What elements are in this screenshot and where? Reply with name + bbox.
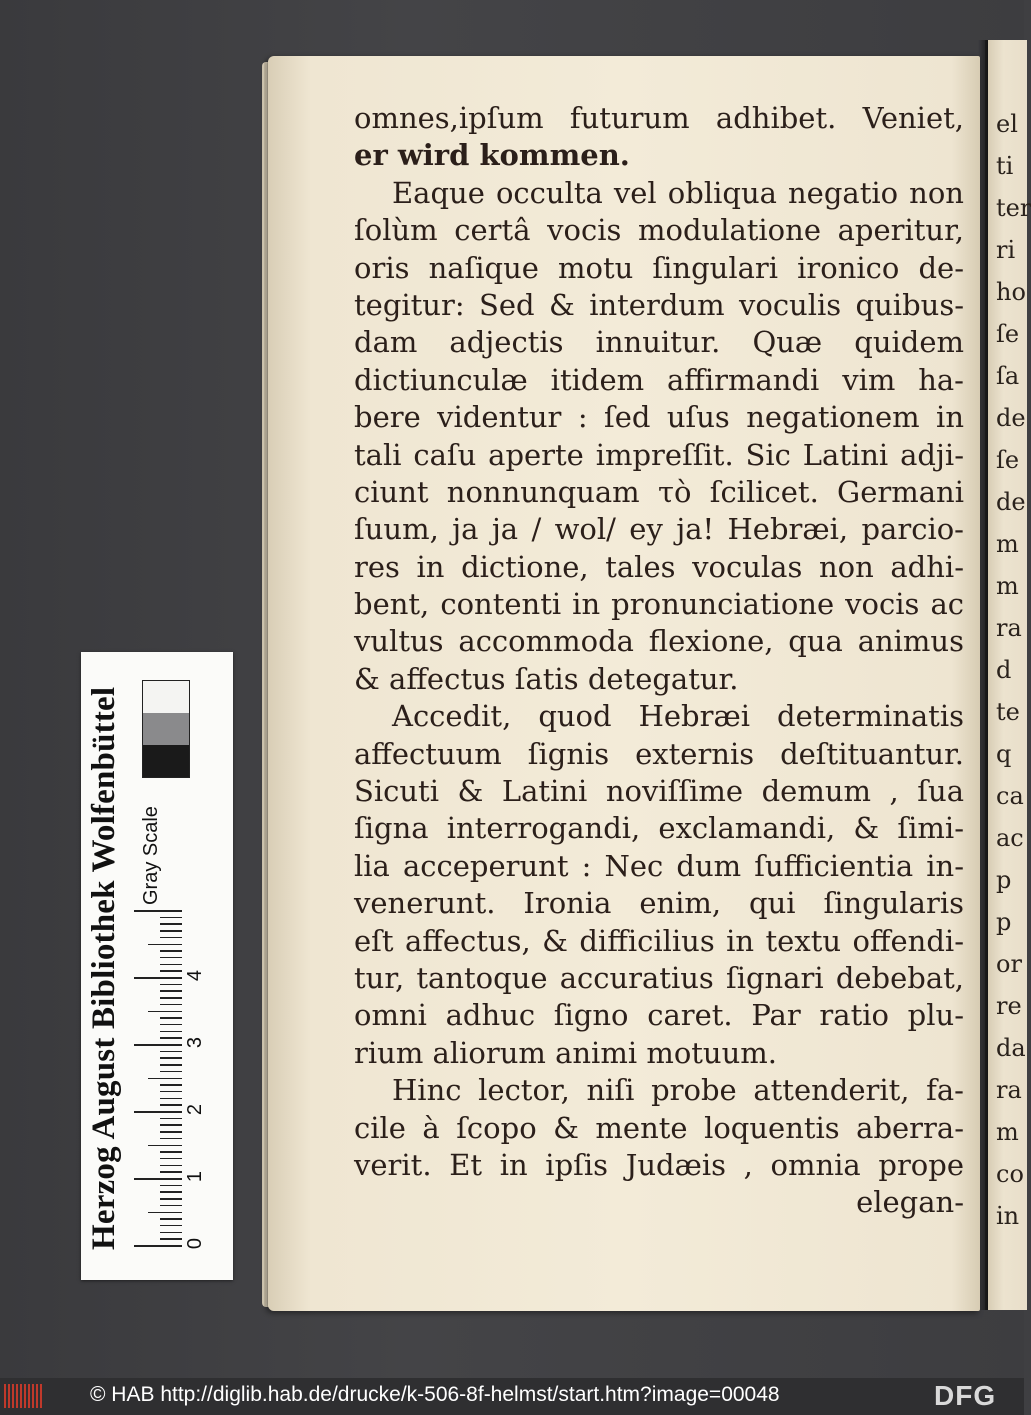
ruler-tick [148,944,182,946]
text-line: tur, tantoque accuratius ſignari debebat, [354,960,964,995]
next-page-fragment: ti [996,152,1014,180]
text-line: dictiunculæ itidem affirmandi vim ha- [354,362,964,397]
next-page-fragment: co [996,1160,1024,1188]
text-line: elegan- [856,1185,964,1220]
ruler-tick [160,1198,182,1200]
ruler-tick [148,1145,182,1147]
ruler-tick [160,1225,182,1227]
ruler-tick [160,950,182,952]
text-line: affectuum ſignis externis deſtituantur. [354,736,964,771]
gray-swatch [143,681,189,713]
ruler-tick [134,977,182,979]
ruler-tick [160,1071,182,1073]
ruler-tick [160,1131,182,1133]
ruler-number: 0 [184,1237,207,1250]
ruler-tick [160,930,182,932]
ruler-tick [160,1171,182,1173]
ruler-tick [160,1124,182,1126]
next-page-fragment: ac [996,824,1024,852]
text-line: ſolùm certâ vocis modulatione aperitur, [354,213,964,248]
ruler-tick [148,1212,182,1214]
next-page-fragment: da [996,1034,1026,1062]
dfg-logo: DFG [934,1380,997,1411]
next-page-fragment: ſe [996,446,1020,474]
next-page-fragment: ſa [996,362,1020,390]
ruler-tick [160,1104,182,1106]
ruler-ticks [132,910,182,1255]
ruler-tick [160,1098,182,1100]
next-page-fragment: de [996,404,1026,432]
ruler-tick [160,1118,182,1120]
text-line: omni adhuc ſigno caret. Par ratio plu- [354,998,964,1033]
next-page-fragment: ri [996,236,1016,264]
text-line: omnes,ipſum futurum adhibet. Veniet, [354,101,964,135]
ruler-tick [160,1051,182,1053]
next-page-fragment: q [996,740,1012,768]
next-page-fragment: te [996,698,1020,726]
text-line: bent, contenti in pronunciatione vocis ac [354,587,964,622]
ruler-tick [160,964,182,966]
ruler-tick [160,1024,182,1026]
text-line: oris naſique motu ſingulari ironico de- [354,250,964,285]
ruler-tick [160,1185,182,1187]
text-line: & affectus ſatis detegatur. [354,661,739,696]
gray-swatch [143,745,189,777]
ruler-tick [160,957,182,959]
ruler-tick [134,1111,182,1113]
next-page-fragment: ſe [996,320,1020,348]
ruler-tick [148,1078,182,1080]
ruler-tick [160,1091,182,1093]
text-line: verit. Et in ipſis Judæis , omnia prope [354,1147,964,1182]
text-line: ſigna interrogandi, exclamandi, & ſimi- [354,811,964,846]
ruler-tick [160,1084,182,1086]
ruler-title: Herzog August Bibliothek Wolfenbüttel [86,686,122,1250]
text-line: res in dictione, tales voculas non adhi- [354,549,964,584]
text-line: dam adjectis innuitur. Quæ quidem [354,325,964,360]
footer-copyright-url[interactable]: © HAB http://diglib.hab.de/drucke/k-506-8f-helmst/start.htm?image=00048 [90,1383,780,1406]
next-page-fragment: ca [996,782,1024,810]
ruler-tick [160,937,182,939]
ruler-tick [160,1205,182,1207]
hab-barcode-logo-icon [4,1384,48,1410]
text-line: vultus accommoda flexione, qua animus [354,624,964,659]
ruler-tick [160,997,182,999]
next-page-fragment: p [996,908,1012,936]
ruler-number: 3 [184,1036,207,1049]
text-line: tali caſu aperte impreſſit. Sic Latini adji- [354,437,964,472]
text-line: eſt affectus, & difficilius in textu offendi- [354,923,964,958]
text-line: ciunt nonnunquam τὸ ſcilicet. Germani [354,474,964,509]
ruler-tick [160,970,182,972]
text-line: Eaque occulta vel obliqua negatio non [392,175,964,210]
ruler-tick [160,984,182,986]
ruler-number: 2 [184,1103,207,1116]
next-page-fragment: ra [996,1076,1022,1104]
ruler-tick [160,917,182,919]
text-line: er wird kommen. [354,138,630,173]
ruler-tick [160,1031,182,1033]
footer-bar [0,1378,1024,1415]
text-line: tegitur: Sed & interdum voculis quibus- [354,287,964,322]
ruler-tick [134,1044,182,1046]
next-page-fragment: d [996,656,1012,684]
ruler-tick [134,1245,182,1247]
next-page-fragment: or [996,950,1022,978]
ruler-number: 1 [184,1170,207,1183]
next-page-fragment: in [996,1202,1020,1230]
text-line: Accedit, quod Hebræi determinatis [392,699,964,734]
text-line: venerunt. Ironia enim, qui ſingularis [354,886,964,921]
gray-swatches [142,680,190,778]
next-page-fragment: ra [996,614,1022,642]
text-line: Sicuti & Latini noviſſime demum , ſua [354,774,964,809]
text-line: bere videntur : ſed uſus negationem in [354,400,964,435]
ruler-tick [160,1004,182,1006]
next-page-fragment: m [996,1118,1019,1146]
next-page-edge [985,40,1031,1310]
ruler-tick [160,1191,182,1193]
next-page-fragment: el [996,110,1018,138]
ruler-tick [160,923,182,925]
ruler-tick [160,1057,182,1059]
ruler-tick [160,1138,182,1140]
next-page-fragment: de [996,488,1026,516]
next-page-fragment: m [996,530,1019,558]
next-page-fragment: re [996,992,1022,1020]
ruler-tick [160,1232,182,1234]
gray-swatch [143,713,189,745]
next-page-fragment: ho [996,278,1026,306]
ruler-tick [148,1011,182,1013]
text-line: cile à ſcopo & mente loquentis aberra- [354,1110,964,1145]
ruler-tick [160,1037,182,1039]
next-page-fragment: ter [996,194,1031,222]
ruler-tick [160,1218,182,1220]
ruler-tick [160,990,182,992]
page-text [354,100,964,1222]
next-page-fragment: m [996,572,1019,600]
ruler-number: 4 [184,969,207,982]
ruler-tick [160,1238,182,1240]
gray-scale-label: Gray Scale [140,806,162,905]
next-page-fragment: p [996,866,1012,894]
text-line: Hinc lector, niſi probe attenderit, fa- [392,1073,964,1108]
ruler-tick [160,1064,182,1066]
text-line: ſuum, ja ja / wol/ ey ja! Hebræi, parcio- [354,512,964,547]
ruler-tick [160,1165,182,1167]
ruler-tick [160,1151,182,1153]
text-line: lia acceperunt : Nec dum ſufficientia in- [354,848,964,883]
ruler-tick [160,1017,182,1019]
text-line: rium aliorum animi motuum. [354,1035,778,1070]
ruler-tick [134,1178,182,1180]
ruler-tick [134,910,182,912]
ruler-tick [160,1158,182,1160]
